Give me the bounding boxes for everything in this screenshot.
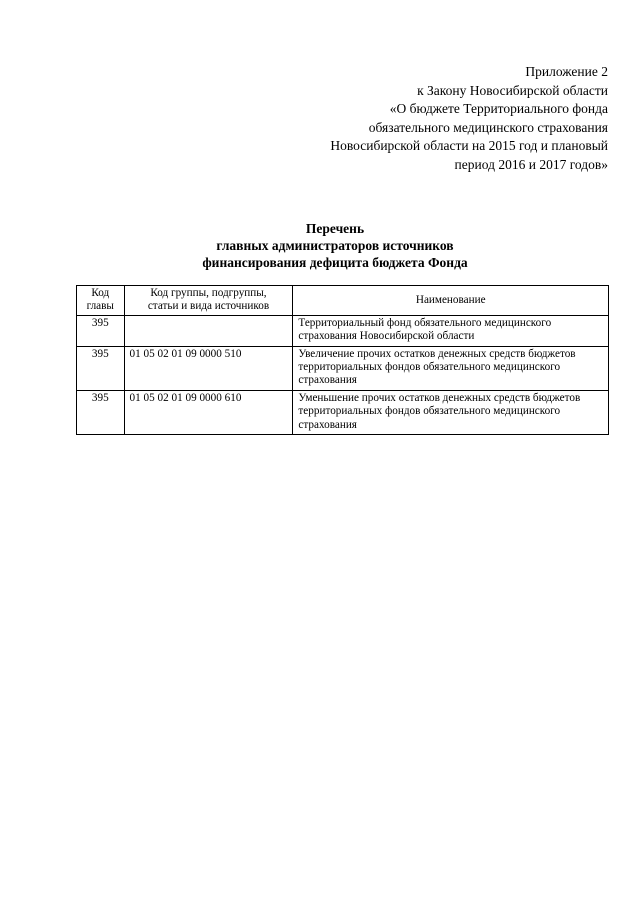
table-row: [77, 315, 609, 346]
header-group: [124, 286, 293, 316]
cell-group: [124, 315, 293, 346]
title-line: главных администраторов источников: [216, 238, 454, 253]
administrators-table: [76, 285, 609, 435]
cell-code: 395: [77, 390, 125, 434]
title-line: Перечень: [305, 221, 365, 236]
table-row: [77, 390, 609, 434]
appendix-line: Приложение 2: [525, 64, 608, 79]
title-line: финансирования дефицита бюджета Фонда: [202, 255, 468, 270]
appendix-heading: [188, 63, 608, 174]
cell-name: Увеличение прочих остатков денежных средств бюджетов территориальных фондов обязательного медицинского страхования: [293, 346, 609, 390]
table-header-row: [77, 286, 609, 316]
header-group-line: статьи и вида источников: [147, 300, 270, 313]
header-name: Наименование: [293, 286, 609, 316]
appendix-line: «О бюджете Территориального фонда: [389, 101, 608, 116]
appendix-line: обязательного медицинского страхования: [368, 119, 608, 135]
appendix-line: Новосибирской области на 2015 год и плановый: [330, 138, 608, 153]
header-group-line: Код группы, подгруппы,: [150, 287, 267, 299]
cell-code: 395: [77, 346, 125, 390]
cell-name: Уменьшение прочих остатков денежных средств бюджетов территориальных фондов обязательного медицинского страхования: [293, 390, 609, 434]
document-title: [0, 220, 640, 271]
cell-name: Территориальный фонд обязательного медицинского страхования Новосибирской области: [293, 315, 609, 346]
cell-code: 395: [77, 315, 125, 346]
appendix-line: к Закону Новосибирской области: [417, 82, 608, 98]
header-code-line: Код: [91, 287, 110, 299]
cell-group: 01 05 02 01 09 0000 610: [124, 390, 293, 434]
cell-group: 01 05 02 01 09 0000 510: [124, 346, 293, 390]
appendix-line: период 2016 и 2017 годов»: [454, 156, 608, 172]
header-code-line: главы: [86, 300, 114, 313]
table-row: [77, 346, 609, 390]
header-code: [77, 286, 125, 316]
